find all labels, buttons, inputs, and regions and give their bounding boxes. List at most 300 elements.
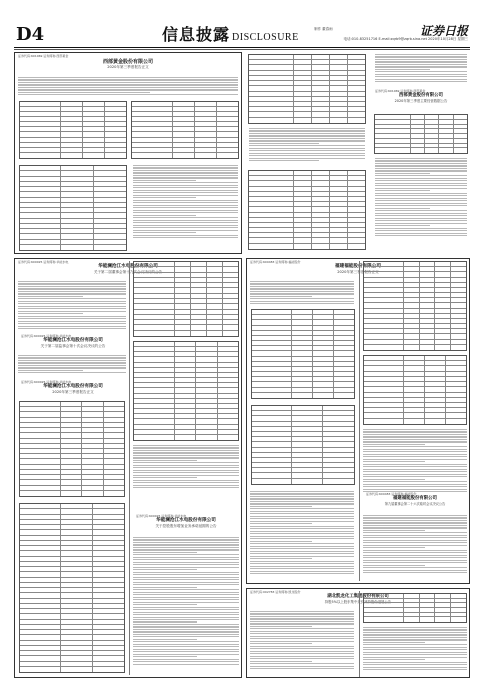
text-line — [250, 653, 354, 654]
notice-code: 证券代码:600483 证券简称:福能股份 — [250, 260, 301, 264]
table-row — [364, 413, 466, 418]
notice-subheader — [363, 491, 467, 507]
text-line — [363, 461, 425, 462]
text-line — [133, 167, 238, 168]
notice-company: 华能澜沧江水电股份有限公司 — [43, 338, 103, 343]
notice-block — [246, 588, 470, 678]
text-line — [18, 84, 238, 85]
text-line — [363, 659, 425, 660]
text-line — [363, 431, 467, 432]
data-table — [131, 101, 239, 159]
notice-block — [246, 258, 470, 584]
text-line — [363, 649, 467, 650]
text-line — [18, 357, 126, 358]
notice-title: 2020年第三季度报告正文 — [52, 390, 94, 394]
text-line — [363, 540, 467, 541]
text-line — [133, 217, 238, 218]
notice-title: 2020年第三季度报告正文 — [337, 270, 379, 274]
text-line — [250, 293, 354, 294]
text-line — [133, 562, 239, 563]
text-line — [363, 471, 467, 472]
text-line — [363, 557, 467, 558]
text-line — [133, 455, 239, 456]
text-line — [375, 183, 467, 184]
table-row — [134, 430, 238, 435]
text-line — [375, 185, 467, 186]
text-line — [250, 633, 354, 634]
text-line — [250, 613, 354, 614]
text-line — [375, 180, 467, 181]
table-row — [249, 112, 365, 117]
text-line — [363, 479, 425, 480]
text-line — [133, 639, 197, 640]
text-line — [363, 444, 425, 445]
text-line — [133, 447, 239, 448]
text-line — [375, 160, 467, 161]
data-table — [363, 261, 467, 351]
text-line — [363, 449, 467, 450]
text-line — [133, 539, 239, 540]
text-line — [250, 661, 312, 662]
text-line — [18, 355, 126, 356]
text-line — [18, 288, 126, 289]
header-rule-thin — [14, 49, 470, 50]
table-row — [364, 340, 466, 345]
text-line — [363, 474, 467, 475]
data-table — [363, 593, 467, 623]
text-line — [375, 220, 467, 221]
text-line — [250, 648, 354, 649]
text-line — [375, 168, 467, 169]
text-line — [133, 624, 239, 625]
text-line — [133, 222, 238, 223]
text-line — [250, 611, 354, 612]
text-line — [133, 165, 238, 166]
text-line — [363, 552, 467, 553]
text-line — [133, 452, 239, 453]
text-line — [363, 647, 467, 648]
text-line — [133, 567, 239, 568]
text-line — [133, 485, 239, 486]
notice-block — [14, 52, 242, 254]
text-line — [363, 570, 467, 571]
text-line — [250, 543, 354, 544]
text-line — [363, 436, 467, 437]
text-line — [133, 477, 197, 478]
page-number: D4 — [16, 24, 45, 45]
notice-title: 第九届董事会第二十六次临时会议决议公告 — [384, 502, 446, 506]
text-line — [363, 535, 467, 536]
text-line — [363, 567, 467, 568]
text-line — [133, 634, 239, 635]
text-line — [133, 582, 239, 583]
notice-code: 证券代码:601069 证券简称:西部黄金 — [18, 54, 69, 58]
text-line — [133, 646, 239, 647]
text-line — [133, 175, 238, 176]
text-line — [18, 298, 126, 299]
text-line — [363, 537, 467, 538]
text-line — [249, 155, 365, 156]
text-line — [250, 571, 354, 572]
text-line — [18, 296, 83, 297]
text-line — [363, 446, 467, 447]
data-table — [19, 101, 127, 159]
text-line — [133, 182, 238, 183]
text-line — [250, 518, 354, 519]
text-line — [363, 664, 467, 665]
text-line — [133, 552, 197, 553]
text-line — [133, 604, 197, 605]
text-line — [250, 551, 354, 552]
text-line — [133, 480, 239, 481]
text-line — [133, 450, 239, 451]
text-line — [18, 326, 126, 327]
text-line — [363, 550, 467, 551]
text-line — [18, 362, 126, 363]
notice-title: 2020年第三季度报告正文 — [107, 65, 149, 69]
data-table — [133, 261, 239, 337]
text-line — [375, 218, 467, 219]
text-line — [133, 487, 239, 488]
text-line — [250, 663, 354, 664]
notice-block — [372, 52, 470, 254]
text-line — [18, 283, 126, 284]
data-table — [133, 341, 239, 441]
text-line — [133, 237, 238, 238]
text-line — [250, 546, 354, 547]
text-line — [363, 439, 467, 440]
notice-company: 西部黄金股份有限公司 — [399, 93, 443, 98]
text-line — [363, 654, 467, 655]
text-line — [250, 668, 354, 669]
table-row — [364, 613, 466, 618]
text-line — [250, 513, 354, 514]
text-line — [363, 451, 467, 452]
text-line — [250, 626, 312, 627]
text-line — [363, 562, 467, 563]
text-line — [363, 454, 467, 455]
text-line — [250, 493, 354, 494]
text-line — [249, 145, 365, 146]
text-line — [18, 370, 83, 371]
text-line — [133, 170, 238, 171]
text-line — [133, 215, 196, 216]
text-line — [249, 133, 365, 134]
text-line — [133, 207, 238, 208]
text-line — [363, 667, 467, 668]
text-line — [375, 188, 467, 189]
text-line — [375, 64, 467, 65]
text-line — [133, 614, 239, 615]
masthead — [14, 24, 470, 46]
text-line — [133, 619, 239, 620]
text-line — [18, 303, 126, 304]
text-line — [250, 521, 354, 522]
text-line — [250, 568, 354, 569]
text-line — [133, 572, 239, 573]
text-line — [363, 441, 467, 442]
text-line — [133, 612, 239, 613]
text-line — [133, 472, 239, 473]
text-line — [363, 429, 467, 430]
text-line — [250, 628, 354, 629]
text-line — [133, 641, 239, 642]
text-line — [133, 225, 238, 226]
data-table — [19, 401, 125, 497]
text-line — [250, 556, 354, 557]
text-line — [375, 228, 467, 229]
text-line — [375, 235, 467, 236]
text-line — [375, 71, 467, 72]
text-line — [375, 200, 467, 201]
text-line — [250, 296, 312, 297]
text-line — [133, 609, 239, 610]
text-line — [250, 566, 354, 567]
text-line — [375, 173, 430, 174]
text-line — [375, 56, 467, 57]
text-line — [250, 618, 354, 619]
text-line — [363, 530, 425, 531]
text-line — [133, 537, 239, 538]
text-line — [18, 87, 238, 88]
text-line — [133, 467, 239, 468]
text-line — [133, 482, 239, 483]
text-line — [133, 636, 239, 637]
text-line — [250, 526, 354, 527]
text-line — [249, 160, 319, 161]
text-line — [18, 94, 238, 95]
text-line — [249, 158, 365, 159]
text-line — [133, 564, 239, 565]
text-line — [18, 286, 126, 287]
text-line — [375, 170, 467, 171]
text-line — [363, 459, 467, 460]
data-table — [248, 170, 366, 250]
notice-subheader — [18, 379, 128, 395]
text-line — [249, 135, 365, 136]
text-line — [133, 205, 238, 206]
text-line — [133, 542, 239, 543]
text-line — [133, 445, 239, 446]
text-line — [133, 544, 239, 545]
text-line — [133, 200, 238, 201]
text-line — [250, 643, 312, 644]
text-line — [18, 311, 126, 312]
text-line — [133, 602, 239, 603]
data-table — [251, 309, 355, 399]
text-line — [133, 187, 238, 188]
notice-company: 华能澜沧江水电股份有限公司 — [43, 384, 103, 389]
text-line — [363, 527, 467, 528]
text-line — [133, 210, 238, 211]
text-line — [133, 195, 238, 196]
text-line — [133, 172, 238, 173]
text-line — [250, 303, 354, 304]
text-line — [133, 649, 239, 650]
text-line — [133, 592, 239, 593]
text-line — [363, 644, 467, 645]
text-line — [133, 470, 239, 471]
text-line — [375, 66, 467, 67]
text-line — [250, 641, 354, 642]
text-line — [250, 496, 354, 497]
text-line — [133, 654, 239, 655]
text-line — [375, 81, 467, 82]
text-line — [250, 503, 354, 504]
section-title-en: DISCLOSURE — [232, 32, 299, 43]
table-row — [249, 238, 365, 243]
text-line — [375, 233, 467, 234]
text-line — [363, 542, 467, 543]
text-line — [250, 528, 354, 529]
text-line — [18, 82, 238, 83]
text-line — [133, 460, 197, 461]
text-line — [363, 515, 467, 516]
text-line — [375, 74, 467, 75]
text-line — [375, 69, 430, 70]
text-line — [133, 185, 238, 186]
text-line — [18, 318, 126, 319]
text-line — [133, 190, 238, 191]
text-line — [133, 549, 239, 550]
text-line — [375, 210, 467, 211]
text-line — [133, 584, 239, 585]
text-line — [249, 128, 365, 129]
text-line — [375, 205, 467, 206]
text-line — [133, 587, 197, 588]
text-line — [18, 313, 83, 314]
text-line — [18, 301, 126, 302]
text-line — [363, 489, 467, 490]
notice-code: 证券代码:600483 证券简称:福能股份 — [366, 492, 417, 496]
text-line — [250, 516, 354, 517]
text-line — [250, 573, 354, 574]
text-line — [250, 288, 354, 289]
text-line — [18, 365, 126, 366]
text-line — [133, 577, 239, 578]
notice-company: 湖北凯龙化工集团股份有限公司 — [327, 594, 389, 599]
text-line — [375, 230, 467, 231]
data-table — [19, 503, 125, 673]
text-line — [249, 140, 365, 141]
data-table — [251, 405, 355, 485]
table-row — [134, 325, 238, 330]
text-line — [250, 553, 354, 554]
text-line — [250, 501, 354, 502]
notice-title: 2020年第三季度主要经营数据公告 — [394, 99, 448, 103]
text-line — [18, 293, 126, 294]
editor-line: 制作 董春雨 — [314, 27, 333, 31]
text-line — [363, 484, 467, 485]
text-line — [363, 662, 467, 663]
notice-block — [14, 258, 242, 678]
text-line — [133, 656, 197, 657]
data-table — [19, 165, 127, 251]
text-line — [133, 631, 239, 632]
text-line — [363, 434, 467, 435]
text-line — [249, 143, 319, 144]
text-line — [363, 456, 467, 457]
text-line — [18, 321, 126, 322]
text-line — [250, 511, 354, 512]
text-line — [18, 328, 126, 329]
text-line — [363, 669, 467, 670]
text-line — [250, 646, 354, 647]
text-line — [18, 306, 126, 307]
text-line — [133, 197, 196, 198]
text-line — [18, 372, 126, 373]
text-line — [375, 203, 467, 204]
notice-code: 证券代码:600025 证券简称:华能水电 — [136, 514, 187, 518]
text-line — [250, 561, 354, 562]
text-line — [250, 536, 354, 537]
notice-company: 福建福能股份有限公司 — [335, 264, 381, 269]
text-line — [250, 286, 354, 287]
text-line — [363, 464, 467, 465]
text-line — [133, 617, 239, 618]
table-row — [20, 486, 124, 491]
text-line — [133, 177, 238, 178]
text-line — [375, 215, 467, 216]
text-line — [375, 163, 467, 164]
text-line — [363, 525, 467, 526]
text-line — [133, 569, 197, 570]
data-table — [248, 54, 366, 124]
text-line — [249, 150, 365, 151]
notice-title: 关于第二届董事会第十九次会议决议的公告 — [93, 270, 163, 274]
notice-company: 西部黄金股份有限公司 — [102, 59, 153, 65]
notice-subheader — [18, 333, 128, 349]
text-line — [250, 291, 354, 292]
text-line — [375, 198, 467, 199]
text-line — [363, 481, 467, 482]
text-line — [375, 193, 467, 194]
notice-code: 证券代码:600025 证券简称:华能水电 — [21, 380, 72, 384]
text-line — [375, 213, 467, 214]
text-line — [133, 202, 238, 203]
text-line — [133, 559, 239, 560]
text-line — [133, 475, 239, 476]
table-row — [375, 144, 467, 149]
text-line — [363, 629, 467, 630]
text-line — [133, 235, 238, 236]
text-line — [133, 554, 239, 555]
text-line — [250, 281, 354, 282]
text-line — [249, 148, 365, 149]
text-line — [375, 208, 430, 209]
table-row — [252, 388, 354, 393]
text-line — [18, 281, 126, 282]
text-line — [250, 631, 354, 632]
text-line — [363, 634, 467, 635]
notice-company: 华能澜沧江水电股份有限公司 — [156, 518, 216, 523]
text-line — [363, 476, 467, 477]
text-line — [375, 59, 467, 60]
text-line — [133, 230, 238, 231]
text-line — [250, 636, 354, 637]
notice-continuation — [246, 52, 368, 254]
text-line — [375, 158, 467, 159]
text-line — [133, 594, 239, 595]
text-line — [250, 623, 354, 624]
text-line — [363, 486, 467, 487]
text-line — [250, 301, 354, 302]
text-line — [250, 558, 312, 559]
text-line — [250, 658, 354, 659]
text-line — [363, 517, 467, 518]
text-line — [375, 190, 430, 191]
text-line — [363, 652, 467, 653]
